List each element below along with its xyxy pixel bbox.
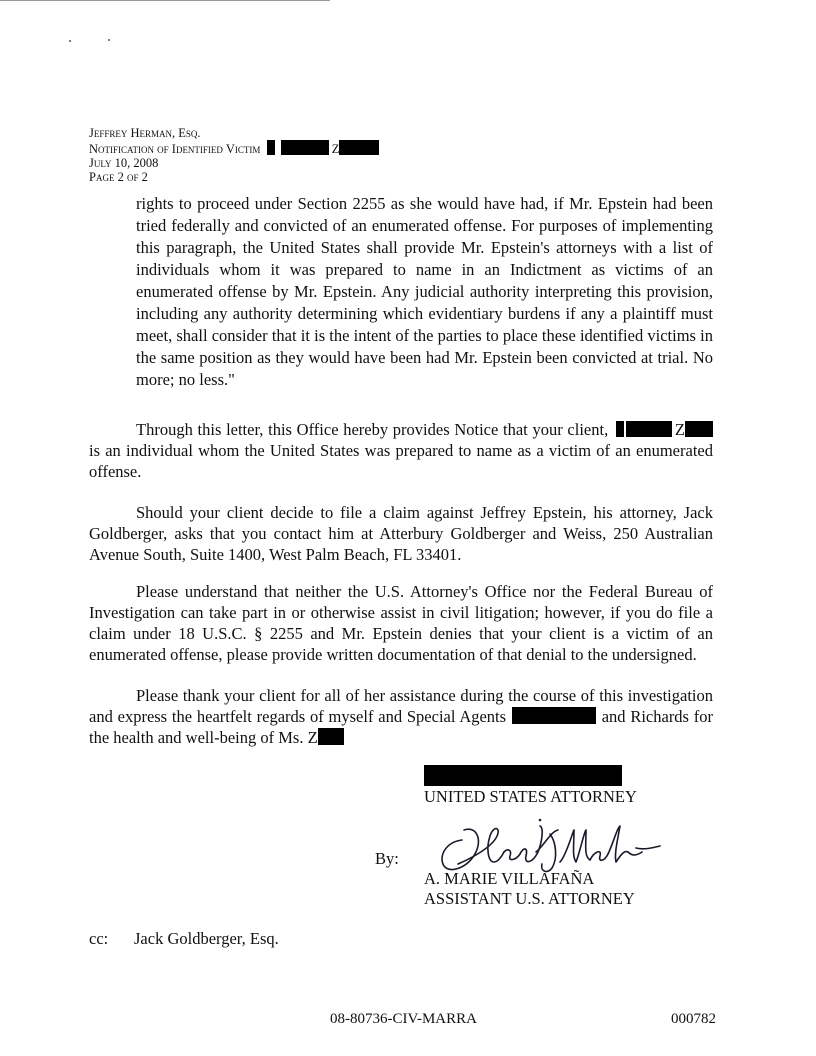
redaction-block — [424, 765, 622, 786]
signer-block — [424, 869, 635, 909]
redaction-block — [512, 707, 596, 724]
paragraph-counsel-contact — [89, 502, 713, 565]
header-subject-text: Notification of Identified Victim — [89, 142, 261, 156]
paragraph-notice-letter: Z — [674, 420, 685, 439]
header-date: July 10, 2008 — [89, 156, 159, 170]
signature-stroke — [590, 852, 608, 861]
paragraph-thanks — [89, 685, 713, 748]
scan-top-rule — [0, 0, 330, 1]
cc-label: cc: — [89, 929, 109, 948]
signature-stroke — [504, 850, 520, 860]
redaction-block — [318, 728, 344, 745]
paragraph-notice-text: Through this letter, this Office hereby provides Notice that your client, — [136, 420, 609, 439]
signer-title: ASSISTANT U.S. ATTORNEY — [424, 889, 635, 908]
redaction-block — [626, 421, 672, 437]
signature-stroke — [560, 830, 590, 862]
letter-header — [89, 126, 379, 184]
header-subject — [89, 140, 379, 156]
signature-by-label: By: — [375, 849, 399, 868]
header-subject-letter: Z — [331, 142, 340, 156]
header-recipient: Jeffrey Herman, Esq. — [89, 126, 201, 140]
redaction-block — [685, 421, 713, 437]
paragraph-notice — [89, 419, 713, 482]
cc-recipient: Jack Goldberger, Esq. — [134, 929, 279, 948]
scan-speck — [69, 40, 71, 42]
signature-dot — [539, 819, 542, 822]
signature-stroke — [458, 829, 504, 864]
paragraph-notice-continued: is an individual whom the United States was prepared to name as a victim of an enumerated offense. — [89, 441, 713, 481]
paragraph-civil-litigation — [89, 581, 713, 665]
header-page-number: Page 2 of 2 — [89, 170, 148, 184]
paragraph-thanks-text: Please thank your client for all of her assistance during the course of this investigation and express the heartfelt regards of myself and Special Agents — [89, 686, 713, 726]
paragraph-counsel-contact-text: Should your client decide to file a claim against Jeffrey Epstein, his attorney, Jack Goldberger, asks that you contact him at Atterbury Goldberger and Weiss, 250 Australian Avenue South, Suite 1400, West Palm Beach, FL 33401. — [89, 503, 713, 564]
paragraph-thanks-letter: Z — [307, 728, 318, 747]
redaction-block — [281, 140, 329, 155]
redaction-block — [339, 140, 379, 155]
paragraph-thanks-continued: and Richards for the health and well-being of Ms. — [89, 707, 714, 747]
redaction-block — [267, 140, 275, 155]
quoted-agreement-text: rights to proceed under Section 2255 as she would have had, if Mr. Epstein had been tried federally and convicted of an enumerated offense. For purposes of implementing this paragraph, the United States shall provide Mr. Epstein's attorneys with a list of individuals whom it was prepared to name in an Indictment as victims of an enumerated offense by Mr. Epstein. Any judicial authority interpreting this provision, including any authority determining which evidentiary burdens if any a plaintiff must meet, shall consider that it is the intent of the parties to place these identified victims in the same position as they would have been had Mr. Epstein been convicted at trial. No more; no less." — [136, 194, 713, 389]
signature-stroke — [542, 834, 556, 871]
signature-stroke — [520, 826, 542, 862]
signature-office-title: UNITED STATES ATTORNEY — [424, 787, 637, 806]
footer-bates-number: 000782 — [671, 1011, 716, 1027]
footer-case-number: 08-80736-CIV-MARRA — [330, 1011, 477, 1027]
signer-name: A. MARIE VILLAFAÑA — [424, 869, 595, 888]
redaction-block — [616, 421, 624, 437]
signature-stroke — [608, 826, 642, 862]
signature-stroke — [636, 846, 660, 849]
scan-speck — [108, 39, 110, 41]
paragraph-civil-litigation-text: Please understand that neither the U.S. Attorney's Office nor the Federal Bureau of Investigation can take part in or otherwise assist in civil litigation; however, if you do file a claim under 18 U.S.C. § 2255 and Mr. Epstein denies that your client is a victim of an enumerated offense, please provide written documentation of that denial to the undersigned. — [89, 582, 713, 664]
